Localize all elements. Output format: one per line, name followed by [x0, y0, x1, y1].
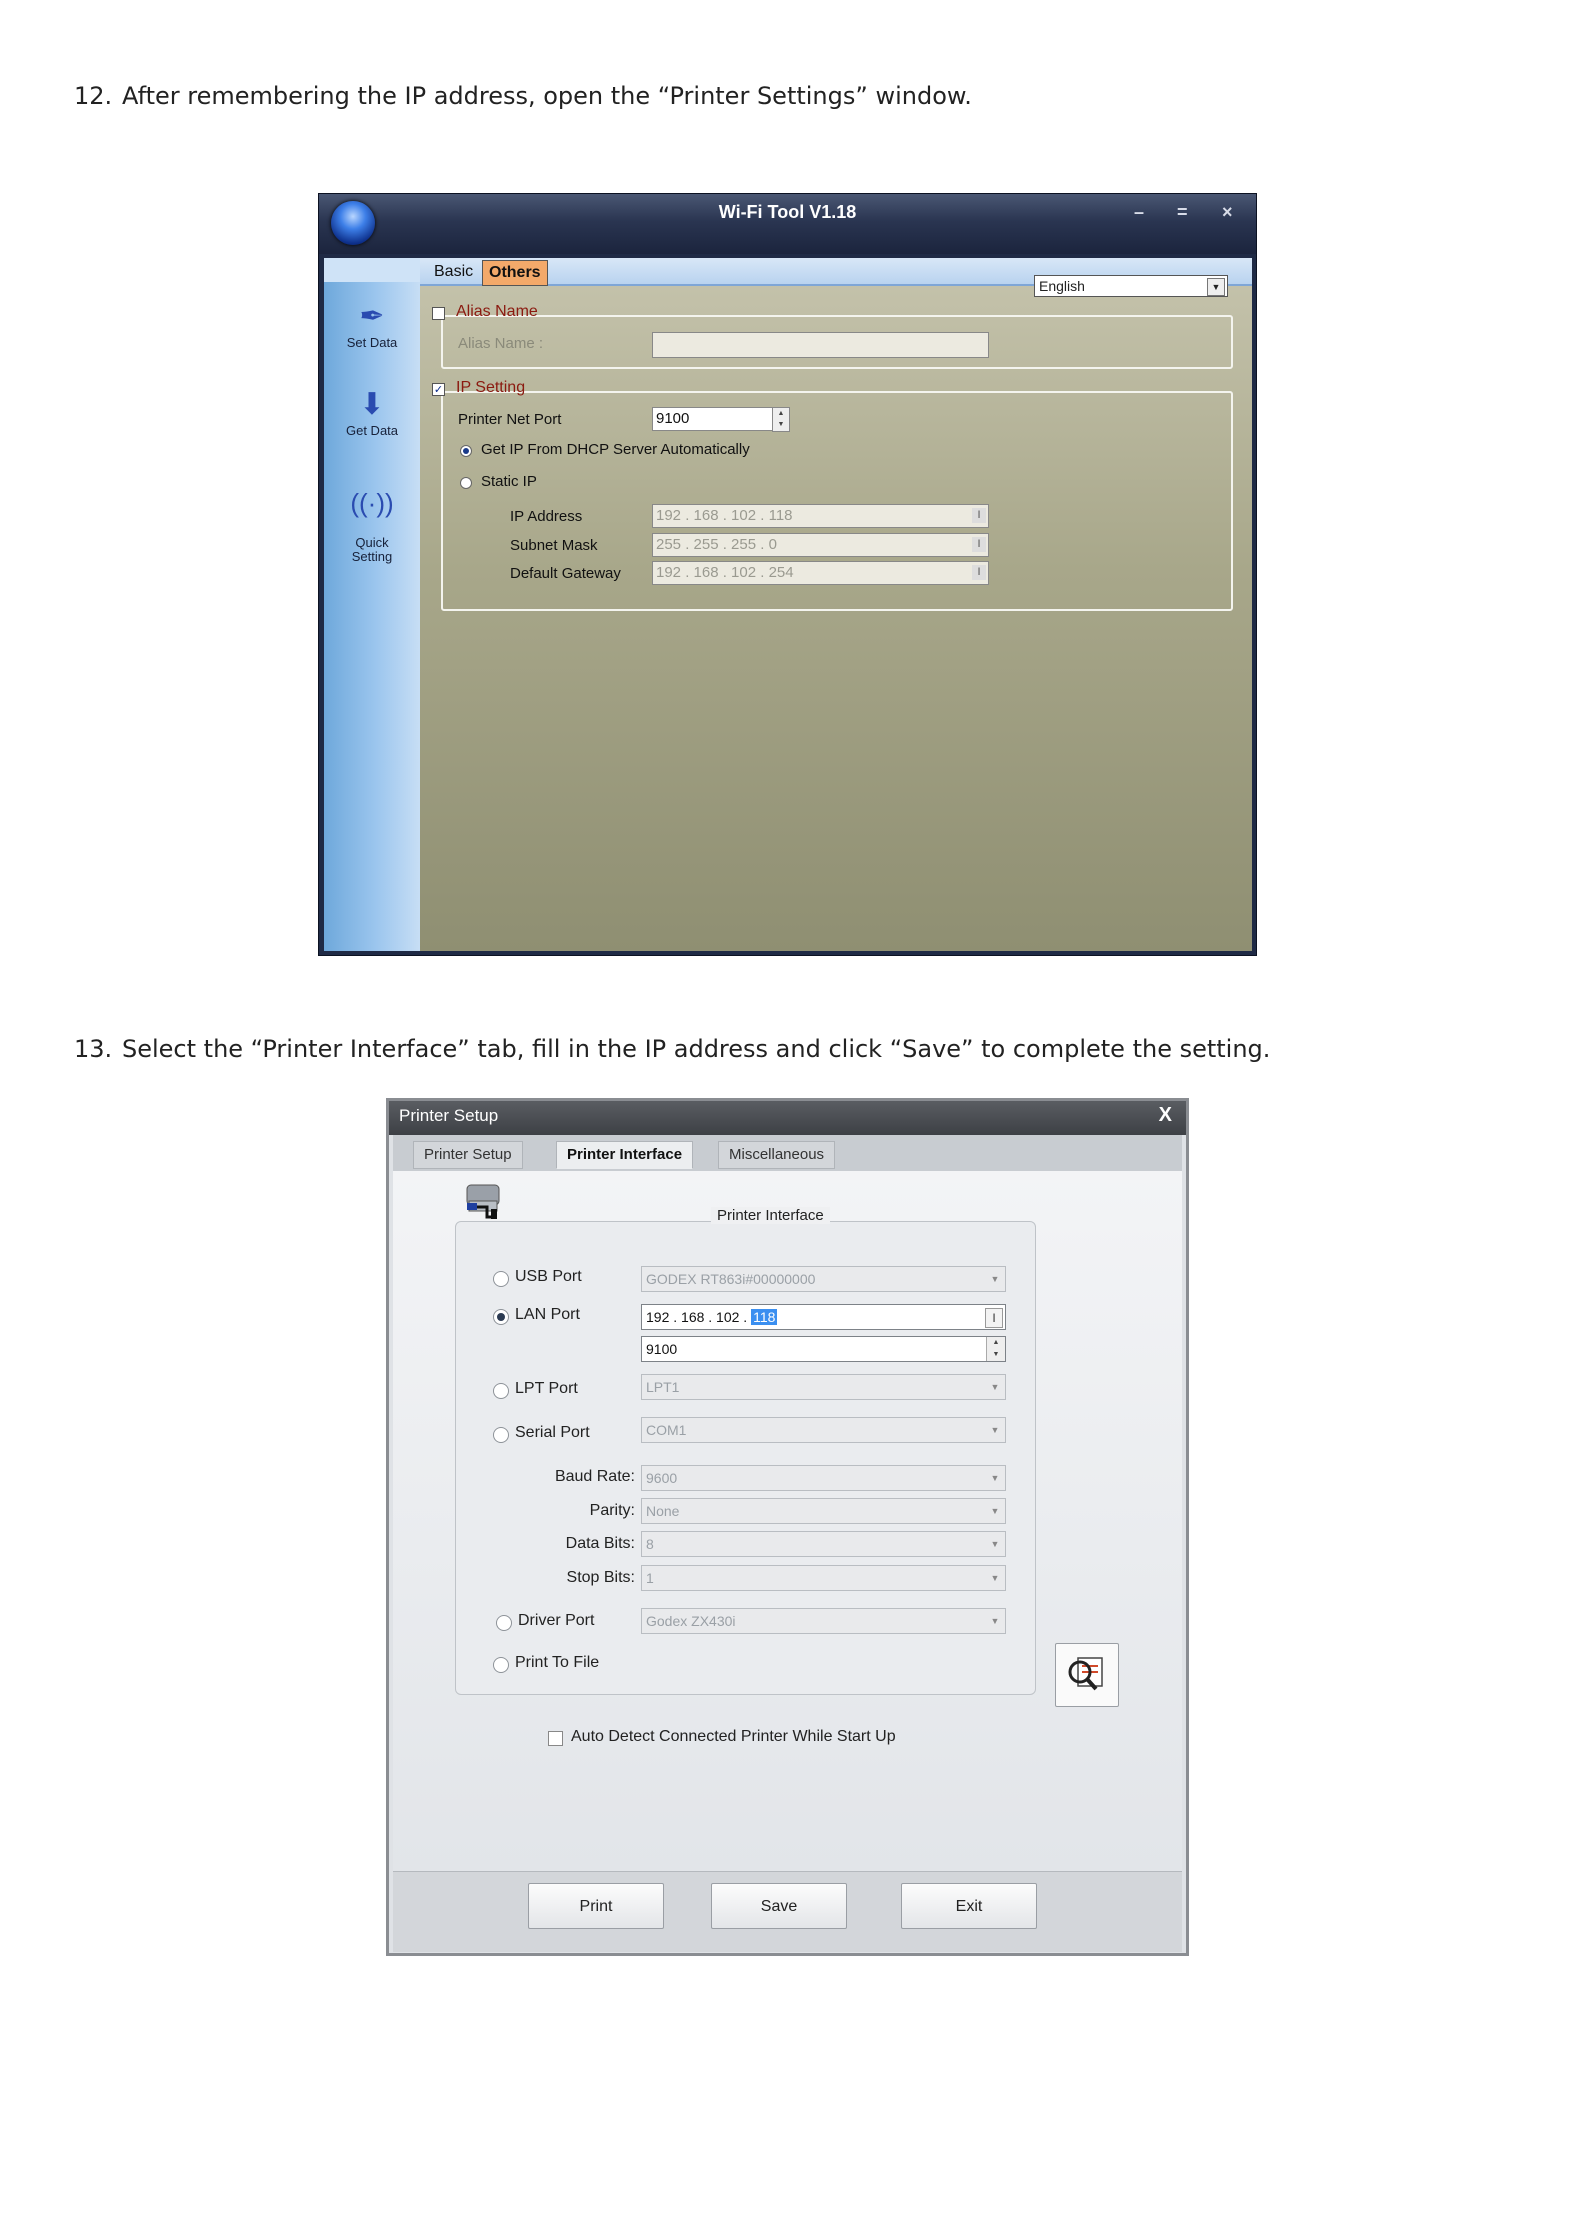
chevron-down-icon[interactable]: ▼	[990, 1506, 1000, 1516]
usb-port-radio[interactable]	[493, 1271, 509, 1287]
dhcp-radio[interactable]	[460, 445, 472, 457]
lan-port-label: LAN Port	[515, 1306, 580, 1323]
serial-port-radio[interactable]	[493, 1427, 509, 1443]
baud-rate-value: 9600	[646, 1470, 678, 1486]
chevron-down-icon[interactable]: ▼	[990, 1274, 1000, 1284]
close-button[interactable]: ×	[1222, 202, 1233, 222]
usb-port-select[interactable]	[641, 1266, 1006, 1292]
parity-value: None	[646, 1503, 680, 1519]
alias-name-input[interactable]	[652, 332, 989, 358]
ip-address-label: IP Address	[510, 508, 583, 525]
static-ip-label: Static IP	[481, 473, 537, 490]
lpt-port-value: LPT1	[646, 1379, 680, 1395]
lpt-port-radio[interactable]	[493, 1383, 509, 1399]
minimize-button[interactable]: –	[1134, 202, 1145, 222]
tab-content	[393, 1171, 1182, 1871]
chevron-down-icon[interactable]: ▼	[990, 1539, 1000, 1549]
step-12	[74, 82, 972, 110]
language-value: English	[1039, 278, 1085, 294]
tab-printer-interface[interactable]: Printer Interface	[556, 1141, 693, 1169]
sidebar	[324, 258, 420, 951]
save-button[interactable]: Save	[711, 1883, 847, 1929]
exit-button[interactable]: Exit	[901, 1883, 1037, 1929]
print-button[interactable]: Print	[528, 1883, 664, 1929]
button-bar	[393, 1871, 1182, 1952]
download-printer-icon: ⬇	[359, 388, 385, 421]
quick-setting-label: Quick Setting	[351, 535, 393, 564]
step-text: After remembering the IP address, open the “Printer Settings” window.	[122, 82, 972, 110]
lan-ip-selected-octet: 118	[753, 1309, 776, 1325]
close-button[interactable]: X	[1158, 1104, 1172, 1126]
driver-port-radio[interactable]	[496, 1615, 512, 1631]
serial-port-label: Serial Port	[515, 1424, 590, 1441]
language-select[interactable]	[1034, 275, 1228, 297]
step-text: Select the “Printer Interface” tab, fill in the IP address and click “Save” to complete the setting.	[122, 1035, 1271, 1063]
driver-port-value: Godex ZX430i	[646, 1613, 736, 1629]
lan-port-input[interactable]	[641, 1336, 1006, 1362]
get-data-button[interactable]	[324, 388, 420, 438]
ip-setting-group-title: IP Setting	[456, 379, 526, 396]
printer-interface-title: Printer Interface	[711, 1207, 830, 1224]
dhcp-label: Get IP From DHCP Server Automatically	[481, 441, 750, 458]
usb-port-value: GODEX RT863i#00000000	[646, 1271, 816, 1287]
text-cursor-icon: I	[972, 537, 986, 552]
tab-bar	[393, 1135, 1182, 1171]
stop-bits-value: 1	[646, 1570, 654, 1586]
wand-icon: ✒	[359, 300, 385, 333]
usb-port-label: USB Port	[515, 1268, 582, 1285]
auto-detect-checkbox[interactable]	[548, 1731, 563, 1746]
printer-net-port-input[interactable]	[652, 407, 785, 431]
ip-setting-checkbox[interactable]: ✓	[433, 383, 444, 396]
subnet-mask-input[interactable]	[652, 533, 989, 557]
static-ip-radio[interactable]	[460, 477, 472, 489]
magnifier-printer-icon	[1056, 1644, 1118, 1706]
default-gateway-value: 192 . 168 . 102 . 254	[656, 564, 794, 581]
quick-setting-button[interactable]	[324, 472, 420, 564]
stop-bits-label: Stop Bits:	[566, 1569, 635, 1586]
data-bits-value: 8	[646, 1536, 654, 1552]
maximize-button[interactable]: =	[1177, 202, 1188, 222]
lan-ip-value: 192 . 168 . 102 .	[646, 1309, 752, 1325]
step-number: 13.	[74, 1035, 113, 1063]
subnet-mask-label: Subnet Mask	[510, 537, 598, 554]
step-13	[74, 1035, 1270, 1063]
lpt-port-label: LPT Port	[515, 1380, 578, 1397]
lan-port-radio[interactable]	[493, 1309, 509, 1325]
tab-miscellaneous[interactable]: Miscellaneous	[718, 1141, 835, 1169]
chevron-down-icon[interactable]: ▼	[1207, 278, 1225, 296]
alias-name-group-title: Alias Name	[456, 303, 538, 320]
window-title: Printer Setup	[399, 1106, 499, 1125]
auto-detect-label: Auto Detect Connected Printer While Start Up	[571, 1728, 896, 1745]
set-data-button[interactable]	[324, 300, 420, 350]
tab-others[interactable]: Others	[482, 260, 548, 286]
default-gateway-label: Default Gateway	[510, 565, 621, 582]
title-bar	[389, 1101, 1186, 1135]
data-bits-select[interactable]	[641, 1531, 1006, 1557]
print-to-file-label: Print To File	[515, 1654, 600, 1671]
ip-address-input[interactable]	[652, 504, 989, 528]
get-data-label: Get Data	[345, 423, 399, 438]
text-cursor-icon: I	[972, 508, 986, 523]
baud-rate-label: Baud Rate:	[554, 1468, 635, 1485]
chevron-down-icon[interactable]: ▼	[990, 1573, 1000, 1583]
window-title: Wi-Fi Tool V1.18	[718, 202, 857, 222]
driver-port-label: Driver Port	[518, 1612, 595, 1629]
chevron-down-icon[interactable]: ▼	[990, 1425, 1000, 1435]
tab-basic[interactable]: Basic	[434, 263, 474, 280]
wifi-tool-window	[318, 193, 1257, 956]
serial-port-select[interactable]	[641, 1417, 1006, 1443]
title-bar	[319, 194, 1256, 254]
ip-address-value: 192 . 168 . 102 . 118	[656, 507, 793, 524]
alias-name-checkbox[interactable]	[432, 307, 445, 320]
text-cursor-icon: I	[985, 1308, 1003, 1328]
parity-select[interactable]	[641, 1498, 1006, 1524]
text-cursor-icon: I	[972, 565, 986, 580]
printer-net-port-label: Printer Net Port	[458, 411, 562, 428]
driver-port-select[interactable]	[641, 1608, 1006, 1634]
parity-label: Parity:	[589, 1502, 635, 1519]
chevron-down-icon[interactable]: ▼	[990, 1616, 1000, 1626]
wireless-icon: ((·))	[350, 488, 394, 518]
main-panel	[420, 258, 1252, 951]
data-bits-label: Data Bits:	[565, 1535, 635, 1552]
search-printer-button[interactable]	[1055, 1643, 1119, 1707]
sidebar-header	[324, 258, 420, 282]
baud-rate-select[interactable]	[641, 1465, 1006, 1491]
lan-port-value: 9100	[646, 1341, 678, 1357]
lpt-port-select[interactable]	[641, 1374, 1006, 1400]
subnet-mask-value: 255 . 255 . 255 . 0	[656, 536, 777, 553]
spinner-icon[interactable]: ▲ ▼	[986, 1337, 1005, 1361]
printer-network-icon	[463, 1183, 505, 1221]
printer-net-port-value: 9100	[656, 410, 690, 427]
chevron-down-icon[interactable]: ▼	[990, 1382, 1000, 1392]
serial-port-value: COM1	[646, 1422, 687, 1438]
tab-printer-setup[interactable]: Printer Setup	[413, 1141, 523, 1169]
printer-setup-window	[386, 1098, 1189, 1956]
lan-ip-input[interactable]	[641, 1304, 1006, 1330]
stop-bits-select[interactable]	[641, 1565, 1006, 1591]
step-number: 12.	[74, 82, 113, 110]
alias-name-label: Alias Name :	[458, 335, 544, 352]
spinner-icon[interactable]: ▲ ▼	[772, 407, 790, 432]
print-to-file-radio[interactable]	[493, 1657, 509, 1673]
set-data-label: Set Data	[346, 335, 398, 350]
default-gateway-input[interactable]	[652, 561, 989, 585]
chevron-down-icon[interactable]: ▼	[990, 1473, 1000, 1483]
